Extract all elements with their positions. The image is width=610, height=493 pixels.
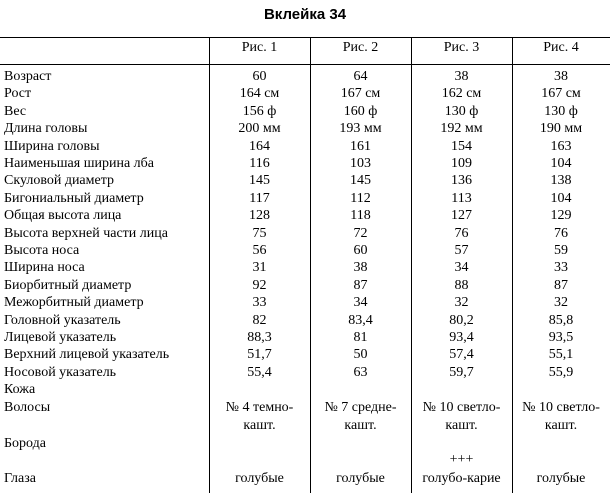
table-cell: 55,4 (247, 364, 272, 380)
row-label: Скуловой диаметр (4, 173, 115, 189)
column-header: Рис. 1 (241, 40, 278, 55)
table-cell: 167 см (340, 86, 381, 102)
table-cell: 88 (454, 277, 469, 293)
table-cell: 87 (353, 277, 368, 293)
table-cell: 60 (252, 69, 267, 84)
table-cell: кашт. (344, 417, 377, 433)
row-label: Верхний лицевой указатель (4, 347, 170, 363)
table-cell: 64 (353, 69, 368, 84)
table-cell: 192 мм (440, 121, 483, 137)
table-cell: 88,3 (247, 330, 272, 345)
table-cell: 109 (451, 156, 472, 171)
table-cell: 32 (454, 295, 469, 311)
table-cell: 190 мм (539, 121, 583, 137)
table-cell: 103 (350, 156, 371, 171)
table-cell: голубые (235, 471, 284, 486)
table-cell: 81 (353, 330, 368, 345)
table-cell: 76 (454, 225, 469, 241)
table-cell: 59 (554, 243, 568, 258)
table-cell: 87 (554, 277, 568, 293)
table-cell: 156 ф (242, 103, 277, 119)
table-cell: 51,7 (247, 347, 272, 363)
row-label: Возраст (4, 69, 52, 84)
table-cell: 63 (353, 364, 368, 380)
table-cell: 112 (350, 190, 371, 206)
table-cell: 118 (350, 208, 371, 224)
table-cell: 116 (249, 156, 270, 171)
table-cell: кашт. (445, 417, 478, 433)
row-label: Длина головы (4, 121, 88, 137)
table-cell: голубые (536, 471, 586, 486)
table-top-border (0, 37, 610, 38)
row-label: Головной указатель (4, 312, 121, 328)
row-label: Глаза (4, 471, 36, 486)
table-cell: 200 мм (238, 121, 281, 137)
table-cell: 130 ф (544, 103, 578, 119)
table-cell: 34 (454, 260, 469, 276)
table-cell: 57,4 (449, 347, 474, 363)
table-cell: 104 (550, 190, 572, 206)
header-divider (0, 64, 610, 65)
row-label: Лицевой указатель (4, 330, 117, 345)
table-cell: 38 (554, 69, 568, 84)
table-cell: 38 (353, 260, 368, 276)
row-label: Высота верхней части лица (4, 225, 168, 241)
table-cell: 33 (252, 295, 267, 311)
table-cell: 59,7 (449, 364, 474, 380)
row-label: Ширина головы (4, 138, 100, 154)
table-cell: 145 (350, 173, 371, 189)
table-cell: 163 (550, 138, 572, 154)
table-cell: 56 (252, 243, 267, 258)
table-cell: голубые (336, 471, 385, 486)
table-cell: 145 (249, 173, 270, 189)
table-cell: 129 (550, 208, 572, 224)
table-cell: 80,2 (449, 312, 474, 328)
table-cell: 162 см (441, 86, 482, 102)
table-cell: 55,9 (548, 364, 574, 380)
row-label: Вес (4, 103, 27, 119)
row-label: Бигониальный диаметр (4, 190, 144, 206)
table-cell: 127 (451, 208, 472, 224)
table-cell: 130 ф (444, 103, 479, 119)
table-cell: 167 см (541, 86, 581, 102)
table-cell: 38 (454, 69, 469, 84)
table-cell: № 10 светло- (422, 399, 501, 415)
table-cell: 34 (353, 295, 368, 311)
table-cell: 75 (252, 225, 267, 241)
table-cell: 31 (252, 260, 267, 276)
row-label: Кожа (4, 382, 36, 398)
row-label: Общая высота лица (4, 208, 122, 224)
table-cell: 76 (554, 225, 568, 241)
row-label: Биорбитный диаметр (4, 277, 132, 293)
column-header: Рис. 3 (443, 40, 480, 55)
table-cell: 104 (550, 156, 572, 171)
table-cell: 85,8 (548, 312, 574, 328)
table-cell: 32 (554, 295, 568, 311)
table-cell: 164 см (239, 86, 280, 102)
table-cell: 72 (353, 225, 368, 241)
table-cell: 57 (454, 243, 469, 258)
table-cell: 136 (451, 173, 472, 189)
table-cell: № 7 средне- (324, 399, 397, 415)
row-label: Межорбитный диаметр (4, 295, 144, 311)
row-label: Ширина носа (4, 260, 85, 276)
table-cell: 128 (249, 208, 270, 224)
table-cell: 50 (353, 347, 368, 363)
table-cell: 92 (252, 277, 267, 293)
row-label: Наименьшая ширина лба (4, 156, 154, 171)
row-label: Высота носа (4, 243, 80, 258)
table-cell: 160 ф (343, 103, 378, 119)
table-cell: 60 (353, 243, 368, 258)
row-label: Борода (4, 436, 46, 451)
column-header: Рис. 2 (342, 40, 379, 55)
row-label: Рост (4, 86, 32, 102)
table-cell: голубо-карие (422, 471, 501, 486)
table-cell: 161 (350, 138, 371, 154)
table-cell: +++ (449, 452, 474, 467)
table-cell: 93,4 (449, 330, 474, 345)
row-label: Волосы (4, 399, 51, 415)
table-cell: 164 (249, 138, 270, 154)
page-title: Вклейка 34 (263, 6, 347, 23)
table-cell: 82 (252, 312, 267, 328)
table-cell: № 4 темно- (225, 399, 294, 415)
table-cell: 193 мм (339, 121, 382, 137)
table-cell: 113 (451, 190, 472, 206)
table-cell: 117 (249, 190, 270, 206)
table-cell: 93,5 (548, 330, 574, 345)
table-cell: 33 (554, 260, 568, 276)
table-cell: 138 (550, 173, 572, 189)
row-label: Носовой указатель (4, 364, 117, 380)
column-header: Рис. 4 (543, 40, 579, 55)
table-cell: 55,1 (548, 347, 574, 363)
table-cell: 83,4 (348, 312, 373, 328)
table-cell: кашт. (544, 417, 578, 433)
table-cell: № 10 светло- (522, 399, 600, 415)
table-cell: кашт. (243, 417, 276, 433)
table-cell: 154 (451, 138, 472, 154)
